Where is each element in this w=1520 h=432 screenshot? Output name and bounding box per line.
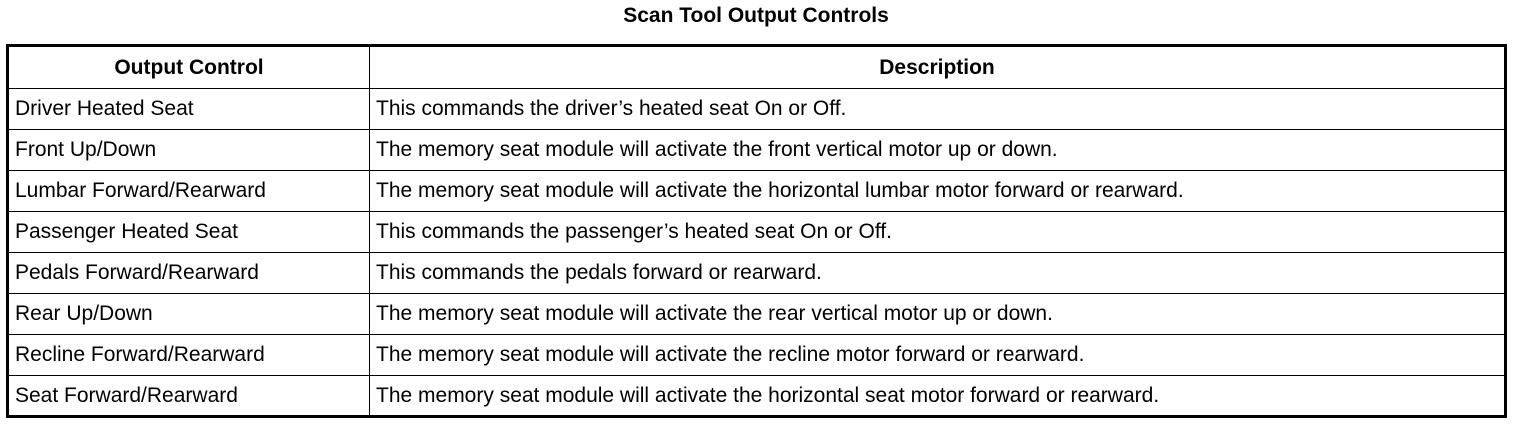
description-cell: The memory seat module will activate the horizontal seat motor forward or rearward.: [370, 376, 1506, 417]
table-row: [8, 335, 1506, 376]
description-cell: This commands the pedals forward or rearward.: [370, 253, 1506, 294]
table-title: Scan Tool Output Controls: [623, 4, 889, 27]
table-header: [8, 46, 1506, 89]
header-description: Description: [370, 46, 1506, 89]
output-control-cell: Passenger Heated Seat: [8, 212, 370, 253]
output-controls-table: [6, 44, 1507, 418]
header-output-control: Output Control: [8, 46, 370, 89]
table-row: [8, 130, 1506, 171]
description-cell: The memory seat module will activate the front vertical motor up or down.: [370, 130, 1506, 171]
description-cell: This commands the driver’s heated seat On or Off.: [370, 89, 1506, 130]
description-cell: The memory seat module will activate the recline motor forward or rearward.: [370, 335, 1506, 376]
output-control-cell: Seat Forward/Rearward: [8, 376, 370, 417]
output-control-cell: Pedals Forward/Rearward: [8, 253, 370, 294]
table-row: [8, 294, 1506, 335]
table-row: [8, 253, 1506, 294]
table-row: [8, 212, 1506, 253]
table-row: [8, 89, 1506, 130]
output-control-cell: Front Up/Down: [8, 130, 370, 171]
output-control-cell: Recline Forward/Rearward: [8, 335, 370, 376]
output-control-cell: Driver Heated Seat: [8, 89, 370, 130]
table-body: [8, 89, 1506, 417]
header-row: [8, 46, 1506, 89]
output-control-cell: Rear Up/Down: [8, 294, 370, 335]
table-row: [8, 376, 1506, 417]
output-control-cell: Lumbar Forward/Rearward: [8, 171, 370, 212]
description-cell: The memory seat module will activate the rear vertical motor up or down.: [370, 294, 1506, 335]
description-cell: This commands the passenger’s heated seat On or Off.: [370, 212, 1506, 253]
table-row: [8, 171, 1506, 212]
description-cell: The memory seat module will activate the horizontal lumbar motor forward or rearward.: [370, 171, 1506, 212]
